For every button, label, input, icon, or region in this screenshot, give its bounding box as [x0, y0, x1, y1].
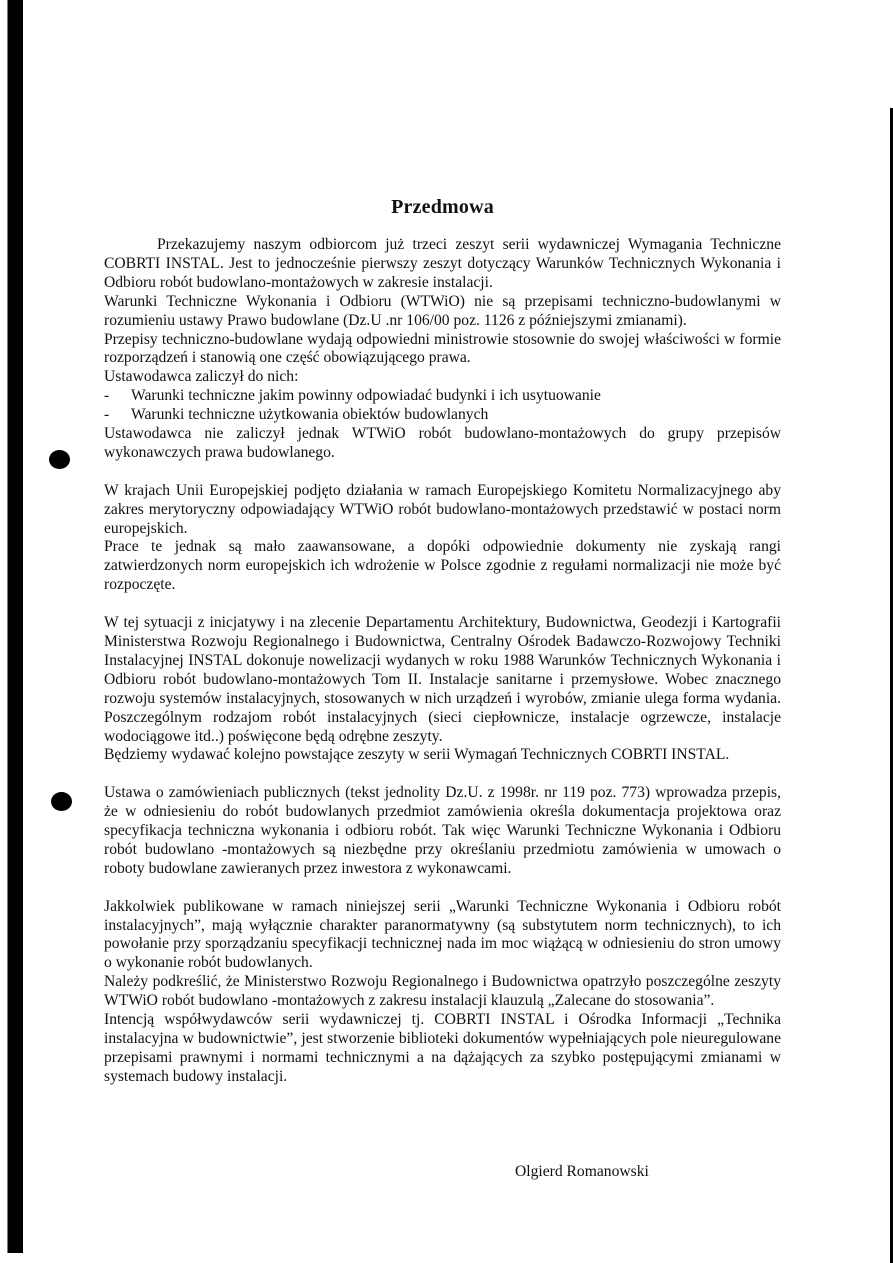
list-item-text: Warunki techniczne użytkowania obiektów budowlanych — [131, 406, 489, 424]
paragraph-regulations: Przepisy techniczno-budowlane wydają odpowiedni ministrowie stosownie do swojej właściwości w formie rozporządzeń i stanowią one część obowiązującego prawa. — [104, 330, 781, 367]
paragraph-not-included: Ustawodawca nie zaliczył jednak WTWiO robót budowlano-montażowych do grupy przepisów wykonawczych prawa budowlanego. — [104, 425, 781, 461]
paragraph-gap — [104, 879, 781, 898]
paragraph-series: Będziemy wydawać kolejno powstające zeszyty w serii Wymagań Technicznych COBRTI INSTAL. — [104, 746, 730, 764]
paragraph-list-intro: Ustawodawca zaliczył do nich: — [104, 368, 299, 386]
paragraph-gap — [104, 463, 781, 482]
list-item — [104, 406, 781, 425]
punch-hole-top — [49, 450, 70, 469]
paragraph-intention: Intencją współwydawców serii wydawniczej tj. COBRTI INSTAL i Ośrodka Informacji „Technika instalacyjna w budownictwie”, jest stworzenie biblioteki dokumentów wypełniających pole nieuregulowane przepisami prawnymi i normami technicznymi a na dążających za szybko postępującymi zmianami w systemach budowy instalacji. — [104, 1011, 781, 1085]
paragraph-initiative: W tej sytuacji z inicjatywy i na zlecenie Departamentu Architektury, Budownictwa, Geodezji i Kartografii Ministerstwa Rozwoju Regionalnego i Budownictwa, Centralny Ośrodek Badawczo-Rozwojowy Techniki Instalacyjnej INSTAL dokonuje nowelizacji wydanych w roku 1988 Warunków Technicznych Wykonania i Odbioru robót budowlano-montażowych Tom II. Instalacje sanitarne i przemysłowe. Wobec znacznego rozwoju systemów instalacyjnych, stosowanych w nich urządzeń i wyrobów, zmianie ulega forma wydania. Poszczególnym rodzajom robót instalacyjnych (sieci ciepłownicze, instalacje ogrzewcze, instalacje wodociągowe itd..) poświęcone będą odrębne zeszyty. — [104, 614, 781, 745]
paragraph-eu: W krajach Unii Europejskiej podjęto działania w ramach Europejskiego Komitetu Normalizacyjnego aby zakres merytoryczny odpowiadający WTWiO robót budowlano-montażowych przedstawić w postaci norm europejskich. — [104, 481, 781, 537]
paragraph-gap — [104, 765, 781, 784]
page-title: Przedmowa — [391, 196, 494, 218]
dash-bullet-icon: - — [104, 387, 110, 405]
paragraph-public-procurement: Ustawa o zamówieniach publicznych (tekst jednolity Dz.U. z 1998r. nr 119 poz. 773) wprowadza przepis, że w odniesieniu do robót budowlanych przedmiot zamówienia określa dokumentacja projektowa oraz specyfikacja techniczna wykonania i odbioru robót. Tak więc Warunki Techniczne Wykonania i Odbioru robót budowlano -montażowych są niezbędne przy określaniu przedmiotu zamówienia w umowach o roboty budowlane zawieranych przez inwestora z wykonawcami. — [104, 784, 781, 877]
paragraph-ministry-clause: Należy podkreślić, że Ministerstwo Rozwoju Regionalnego i Budownictwa opatrzyło poszczególne zeszyty WTWiO robót budowlano -montażowych z zakresu instalacji klauzulą „Zalecane do stosowania”. — [104, 973, 781, 1010]
author-signature: Olgierd Romanowski — [515, 1163, 649, 1180]
list-item-text: Warunki techniczne jakim powinny odpowiadać budynki i ich usytuowanie — [131, 387, 601, 405]
paragraph-eu-progress: Prace te jednak są mało zaawansowane, a dopóki odpowiednie dokumenty nie zyskają rangi zatwierdzonych norm europejskich ich wdrożenie w Polsce zgodnie z regułami normalizacji nie może być rozpoczęte. — [104, 538, 781, 594]
paragraph-intro: Przekazujemy naszym odbiorcom już trzeci zeszyt serii wydawniczej Wymagania Techniczne COBRTI INSTAL. Jest to jednocześnie pierwszy zeszyt dotyczący Warunków Technicznych Wykonania i Odbioru robót budowlano-montażowych w zakresie instalacji. — [104, 236, 781, 291]
punch-hole-bottom — [51, 792, 72, 811]
list-item — [104, 387, 781, 406]
paragraph-wtwio-definition: Warunki Techniczne Wykonania i Odbioru (WTWiO) nie są przepisami techniczno-budowlanymi w rozumieniu ustawy Prawo budowlane (Dz.U .nr 106/00 poz. 1126 z późniejszymi zmianami). — [104, 292, 781, 329]
scan-binding-edge-left — [8, 0, 23, 1253]
paragraph-paranormative: Jakkolwiek publikowane w ramach niniejszej serii „Warunki Techniczne Wykonania i Odbioru robót instalacyjnych”, mają wyłącznie charakter paranormatywny (są substytutem norm technicznych), to ich powołanie przy sporządzaniu specyfikacji technicznej nada im moc wiążącą w odniesieniu do stron umowy o wykonanie robót budowlanych. — [104, 897, 781, 972]
document-body — [104, 236, 781, 1087]
dash-bullet-icon: - — [104, 406, 110, 424]
paragraph-gap — [104, 595, 781, 614]
regulations-list — [104, 387, 781, 425]
